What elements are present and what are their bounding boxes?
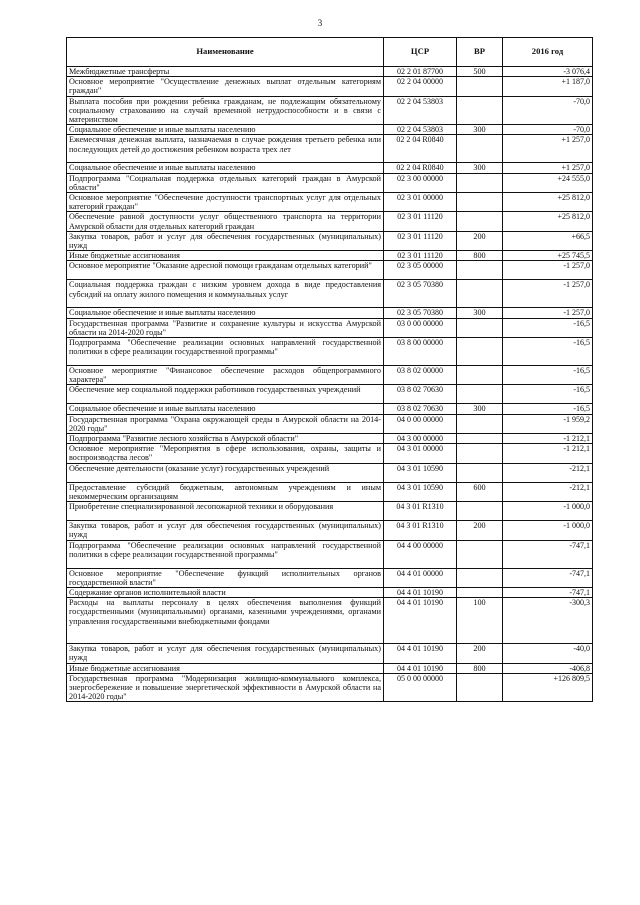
row-csr-code: 04 3 01 10590 [384, 463, 457, 482]
row-name: Основное мероприятие "Осуществление денежных выплат отдельным категориям граждан" [67, 77, 384, 96]
table-row [67, 67, 593, 77]
row-csr-code: 04 4 01 00000 [384, 568, 457, 587]
row-csr-code: 04 4 01 10190 [384, 598, 457, 644]
row-vr-code [457, 414, 503, 433]
row-vr-code: 300 [457, 308, 503, 318]
row-csr-code: 02 3 05 00000 [384, 261, 457, 280]
table-row [67, 644, 593, 663]
row-amount: -1 257,0 [503, 261, 593, 280]
row-amount: -747,1 [503, 587, 593, 597]
row-vr-code: 200 [457, 644, 503, 663]
row-csr-code: 03 8 00 00000 [384, 338, 457, 366]
row-csr-code: 04 3 01 R1310 [384, 502, 457, 521]
row-amount: -1 257,0 [503, 280, 593, 308]
row-amount: +66,5 [503, 231, 593, 250]
row-amount: +1 257,0 [503, 163, 593, 173]
row-csr-code: 02 2 04 53803 [384, 96, 457, 125]
row-csr-code: 02 2 04 00000 [384, 77, 457, 96]
table-row [67, 308, 593, 318]
table-row [67, 96, 593, 125]
row-csr-code: 04 4 00 00000 [384, 540, 457, 568]
table-row [67, 366, 593, 385]
table-row [67, 414, 593, 433]
row-vr-code [457, 502, 503, 521]
row-amount: -1 212,1 [503, 444, 593, 463]
row-name: Социальное обеспечение и иные выплаты населению [67, 125, 384, 135]
row-vr-code: 300 [457, 163, 503, 173]
table-row [67, 444, 593, 463]
row-csr-code: 04 4 01 10190 [384, 663, 457, 673]
table-row [67, 385, 593, 404]
row-name: Государственная программа "Развитие и сохранение культуры и искусства Амурской области на 2014-2020 годы" [67, 318, 384, 337]
row-vr-code [457, 135, 503, 163]
table-header-row [67, 38, 593, 67]
row-name: Социальное обеспечение и иные выплаты населению [67, 163, 384, 173]
table-row [67, 663, 593, 673]
table-row [67, 212, 593, 231]
row-vr-code [457, 261, 503, 280]
row-amount: -40,0 [503, 644, 593, 663]
row-csr-code: 02 3 01 00000 [384, 193, 457, 212]
row-amount: +25 745,5 [503, 251, 593, 261]
row-csr-code: 02 2 04 53803 [384, 125, 457, 135]
row-csr-code: 04 0 00 00000 [384, 414, 457, 433]
row-vr-code [457, 77, 503, 96]
table-row [67, 193, 593, 212]
row-name: Закупка товаров, работ и услуг для обеспечения государственных (муниципальных) нужд [67, 231, 384, 250]
row-csr-code: 02 2 01 87700 [384, 67, 457, 77]
row-amount: +25 812,0 [503, 212, 593, 231]
row-name: Ежемесячная денежная выплата, назначаемая в случае рождения третьего ребенка или последующих детей до достижения ребенком возраста трех лет [67, 135, 384, 163]
row-amount: +1 187,0 [503, 77, 593, 96]
row-csr-code: 04 3 00 00000 [384, 434, 457, 444]
row-vr-code [457, 366, 503, 385]
table-row [67, 587, 593, 597]
row-name: Основное мероприятие "Обеспечение доступности транспортных услуг для отдельных категорий граждан" [67, 193, 384, 212]
table-row [67, 173, 593, 192]
row-name: Социальная поддержка граждан с низким уровнем дохода в виде предоставления субсидий на оплату жилого помещения и коммунальных услуг [67, 280, 384, 308]
row-name: Подпрограмма "Обеспечение реализации основных направлений государственной политики в сфере реализации государственной программы" [67, 338, 384, 366]
row-csr-code: 03 8 02 70630 [384, 404, 457, 414]
header-year: 2016 год [503, 38, 593, 67]
row-csr-code: 02 3 05 70380 [384, 280, 457, 308]
row-name: Иные бюджетные ассигнования [67, 251, 384, 261]
row-vr-code [457, 463, 503, 482]
row-name: Межбюджетные трансферты [67, 67, 384, 77]
row-vr-code: 800 [457, 663, 503, 673]
row-name: Закупка товаров, работ и услуг для обеспечения государственных (муниципальных) нужд [67, 644, 384, 663]
row-name: Закупка товаров, работ и услуг для обеспечения государственных (муниципальных) нужд [67, 521, 384, 540]
row-csr-code: 04 4 01 10190 [384, 644, 457, 663]
page-number: 3 [317, 18, 323, 28]
row-csr-code: 02 2 04 R0840 [384, 135, 457, 163]
row-amount: +25 812,0 [503, 193, 593, 212]
row-name: Социальное обеспечение и иные выплаты населению [67, 308, 384, 318]
table-row [67, 135, 593, 163]
table-row [67, 598, 593, 644]
row-csr-code: 04 3 01 10590 [384, 482, 457, 501]
row-csr-code: 02 3 00 00000 [384, 173, 457, 192]
row-amount: -212,1 [503, 463, 593, 482]
table-row [67, 163, 593, 173]
row-amount: +126 809,5 [503, 673, 593, 702]
row-amount: -300,3 [503, 598, 593, 644]
row-vr-code: 200 [457, 231, 503, 250]
row-vr-code [457, 540, 503, 568]
row-csr-code: 02 3 01 11120 [384, 231, 457, 250]
row-amount: -1 212,1 [503, 434, 593, 444]
row-name: Предоставление субсидий бюджетным, автономным учреждениям и иным некоммерческим организациям [67, 482, 384, 501]
row-vr-code: 800 [457, 251, 503, 261]
table-row [67, 502, 593, 521]
row-vr-code: 500 [457, 67, 503, 77]
row-csr-code: 03 0 00 00000 [384, 318, 457, 337]
row-amount: -1 000,0 [503, 502, 593, 521]
row-csr-code: 03 8 02 70630 [384, 385, 457, 404]
table-row [67, 318, 593, 337]
row-amount: -747,1 [503, 568, 593, 587]
header-name: Наименование [67, 38, 384, 67]
row-amount: -70,0 [503, 125, 593, 135]
row-vr-code [457, 318, 503, 337]
row-name: Подпрограмма "Социальная поддержка отдельных категорий граждан в Амурской области" [67, 173, 384, 192]
row-name: Основное мероприятие "Финансовое обеспечение расходов общепрограммного характера" [67, 366, 384, 385]
row-vr-code [457, 280, 503, 308]
row-csr-code: 05 0 00 00000 [384, 673, 457, 702]
row-amount: -1 959,2 [503, 414, 593, 433]
row-vr-code: 200 [457, 521, 503, 540]
row-csr-code: 03 8 02 00000 [384, 366, 457, 385]
table-row [67, 77, 593, 96]
row-amount: -70,0 [503, 96, 593, 125]
row-name: Подпрограмма "Развитие лесного хозяйства в Амурской области" [67, 434, 384, 444]
row-csr-code: 02 3 01 11120 [384, 251, 457, 261]
row-amount: -16,5 [503, 404, 593, 414]
row-amount: -16,5 [503, 366, 593, 385]
table-row [67, 251, 593, 261]
row-vr-code [457, 96, 503, 125]
row-name: Государственная программа "Модернизация жилищно-коммунального комплекса, энергосбережение и повышение энергетической эффективности в Амурской области на 2014-2020 годы" [67, 673, 384, 702]
table-row [67, 521, 593, 540]
table-row [67, 540, 593, 568]
row-amount: -16,5 [503, 338, 593, 366]
row-name: Социальное обеспечение и иные выплаты населению [67, 404, 384, 414]
row-amount: -3 076,4 [503, 67, 593, 77]
row-vr-code [457, 212, 503, 231]
row-amount: +24 555,0 [503, 173, 593, 192]
table-row [67, 261, 593, 280]
row-amount: -1 000,0 [503, 521, 593, 540]
row-amount: -747,1 [503, 540, 593, 568]
row-csr-code: 02 3 05 70380 [384, 308, 457, 318]
row-vr-code [457, 568, 503, 587]
row-name: Подпрограмма "Обеспечение реализации основных направлений государственной политики в сфере реализации государственной программы" [67, 540, 384, 568]
table-row [67, 231, 593, 250]
row-name: Основное мероприятие "Оказание адресной помощи гражданам отдельных категорий" [67, 261, 384, 280]
row-amount: -212,1 [503, 482, 593, 501]
table-row [67, 482, 593, 501]
row-name: Основное мероприятие "Мероприятия в сфере использования, охраны, защиты и воспроизводства лесов" [67, 444, 384, 463]
row-amount: -16,5 [503, 318, 593, 337]
row-name: Выплата пособия при рождении ребенка гражданам, не подлежащим обязательному социальному страхованию на случай временной нетрудоспособности и в связи с материнством [67, 96, 384, 125]
row-csr-code: 04 3 01 00000 [384, 444, 457, 463]
row-amount: -406,8 [503, 663, 593, 673]
row-name: Иные бюджетные ассигнования [67, 663, 384, 673]
row-vr-code [457, 173, 503, 192]
row-name: Содержание органов исполнительной власти [67, 587, 384, 597]
row-vr-code [457, 338, 503, 366]
row-vr-code: 100 [457, 598, 503, 644]
row-vr-code [457, 193, 503, 212]
row-name: Обеспечение мер социальной поддержки работников государственных учреждений [67, 385, 384, 404]
budget-table [66, 37, 593, 702]
row-csr-code: 02 2 04 R0840 [384, 163, 457, 173]
header-vr: ВР [457, 38, 503, 67]
row-name: Обеспечение равной доступности услуг общественного транспорта на территории Амурской области для отдельных категорий граждан [67, 212, 384, 231]
table-row [67, 404, 593, 414]
table-row [67, 673, 593, 702]
row-vr-code [457, 385, 503, 404]
row-amount: -16,5 [503, 385, 593, 404]
table-row [67, 338, 593, 366]
row-name: Обеспечение деятельности (оказание услуг) государственных учреждений [67, 463, 384, 482]
row-vr-code [457, 587, 503, 597]
table-row [67, 463, 593, 482]
row-name: Государственная программа "Охрана окружающей среды в Амурской области на 2014-2020 годы" [67, 414, 384, 433]
row-vr-code: 300 [457, 125, 503, 135]
row-name: Расходы на выплаты персоналу в целях обеспечения выполнения функций государственными (муниципальными) органами, казенными учреждениями, органами управления государственными внебюджетными фондами [67, 598, 384, 644]
table-row [67, 125, 593, 135]
row-csr-code: 04 3 01 R1310 [384, 521, 457, 540]
row-csr-code: 02 3 01 11120 [384, 212, 457, 231]
row-name: Приобретение специализированной лесопожарной техники и оборудования [67, 502, 384, 521]
row-csr-code: 04 4 01 10190 [384, 587, 457, 597]
header-csr: ЦСР [384, 38, 457, 67]
table-body [67, 67, 593, 702]
row-name: Основное мероприятие "Обеспечение функций исполнительных органов государственной власти" [67, 568, 384, 587]
row-amount: -1 257,0 [503, 308, 593, 318]
row-vr-code [457, 444, 503, 463]
row-amount: +1 257,0 [503, 135, 593, 163]
row-vr-code [457, 434, 503, 444]
row-vr-code [457, 673, 503, 702]
table-row [67, 568, 593, 587]
row-vr-code: 600 [457, 482, 503, 501]
row-vr-code: 300 [457, 404, 503, 414]
table-row [67, 280, 593, 308]
table-row [67, 434, 593, 444]
